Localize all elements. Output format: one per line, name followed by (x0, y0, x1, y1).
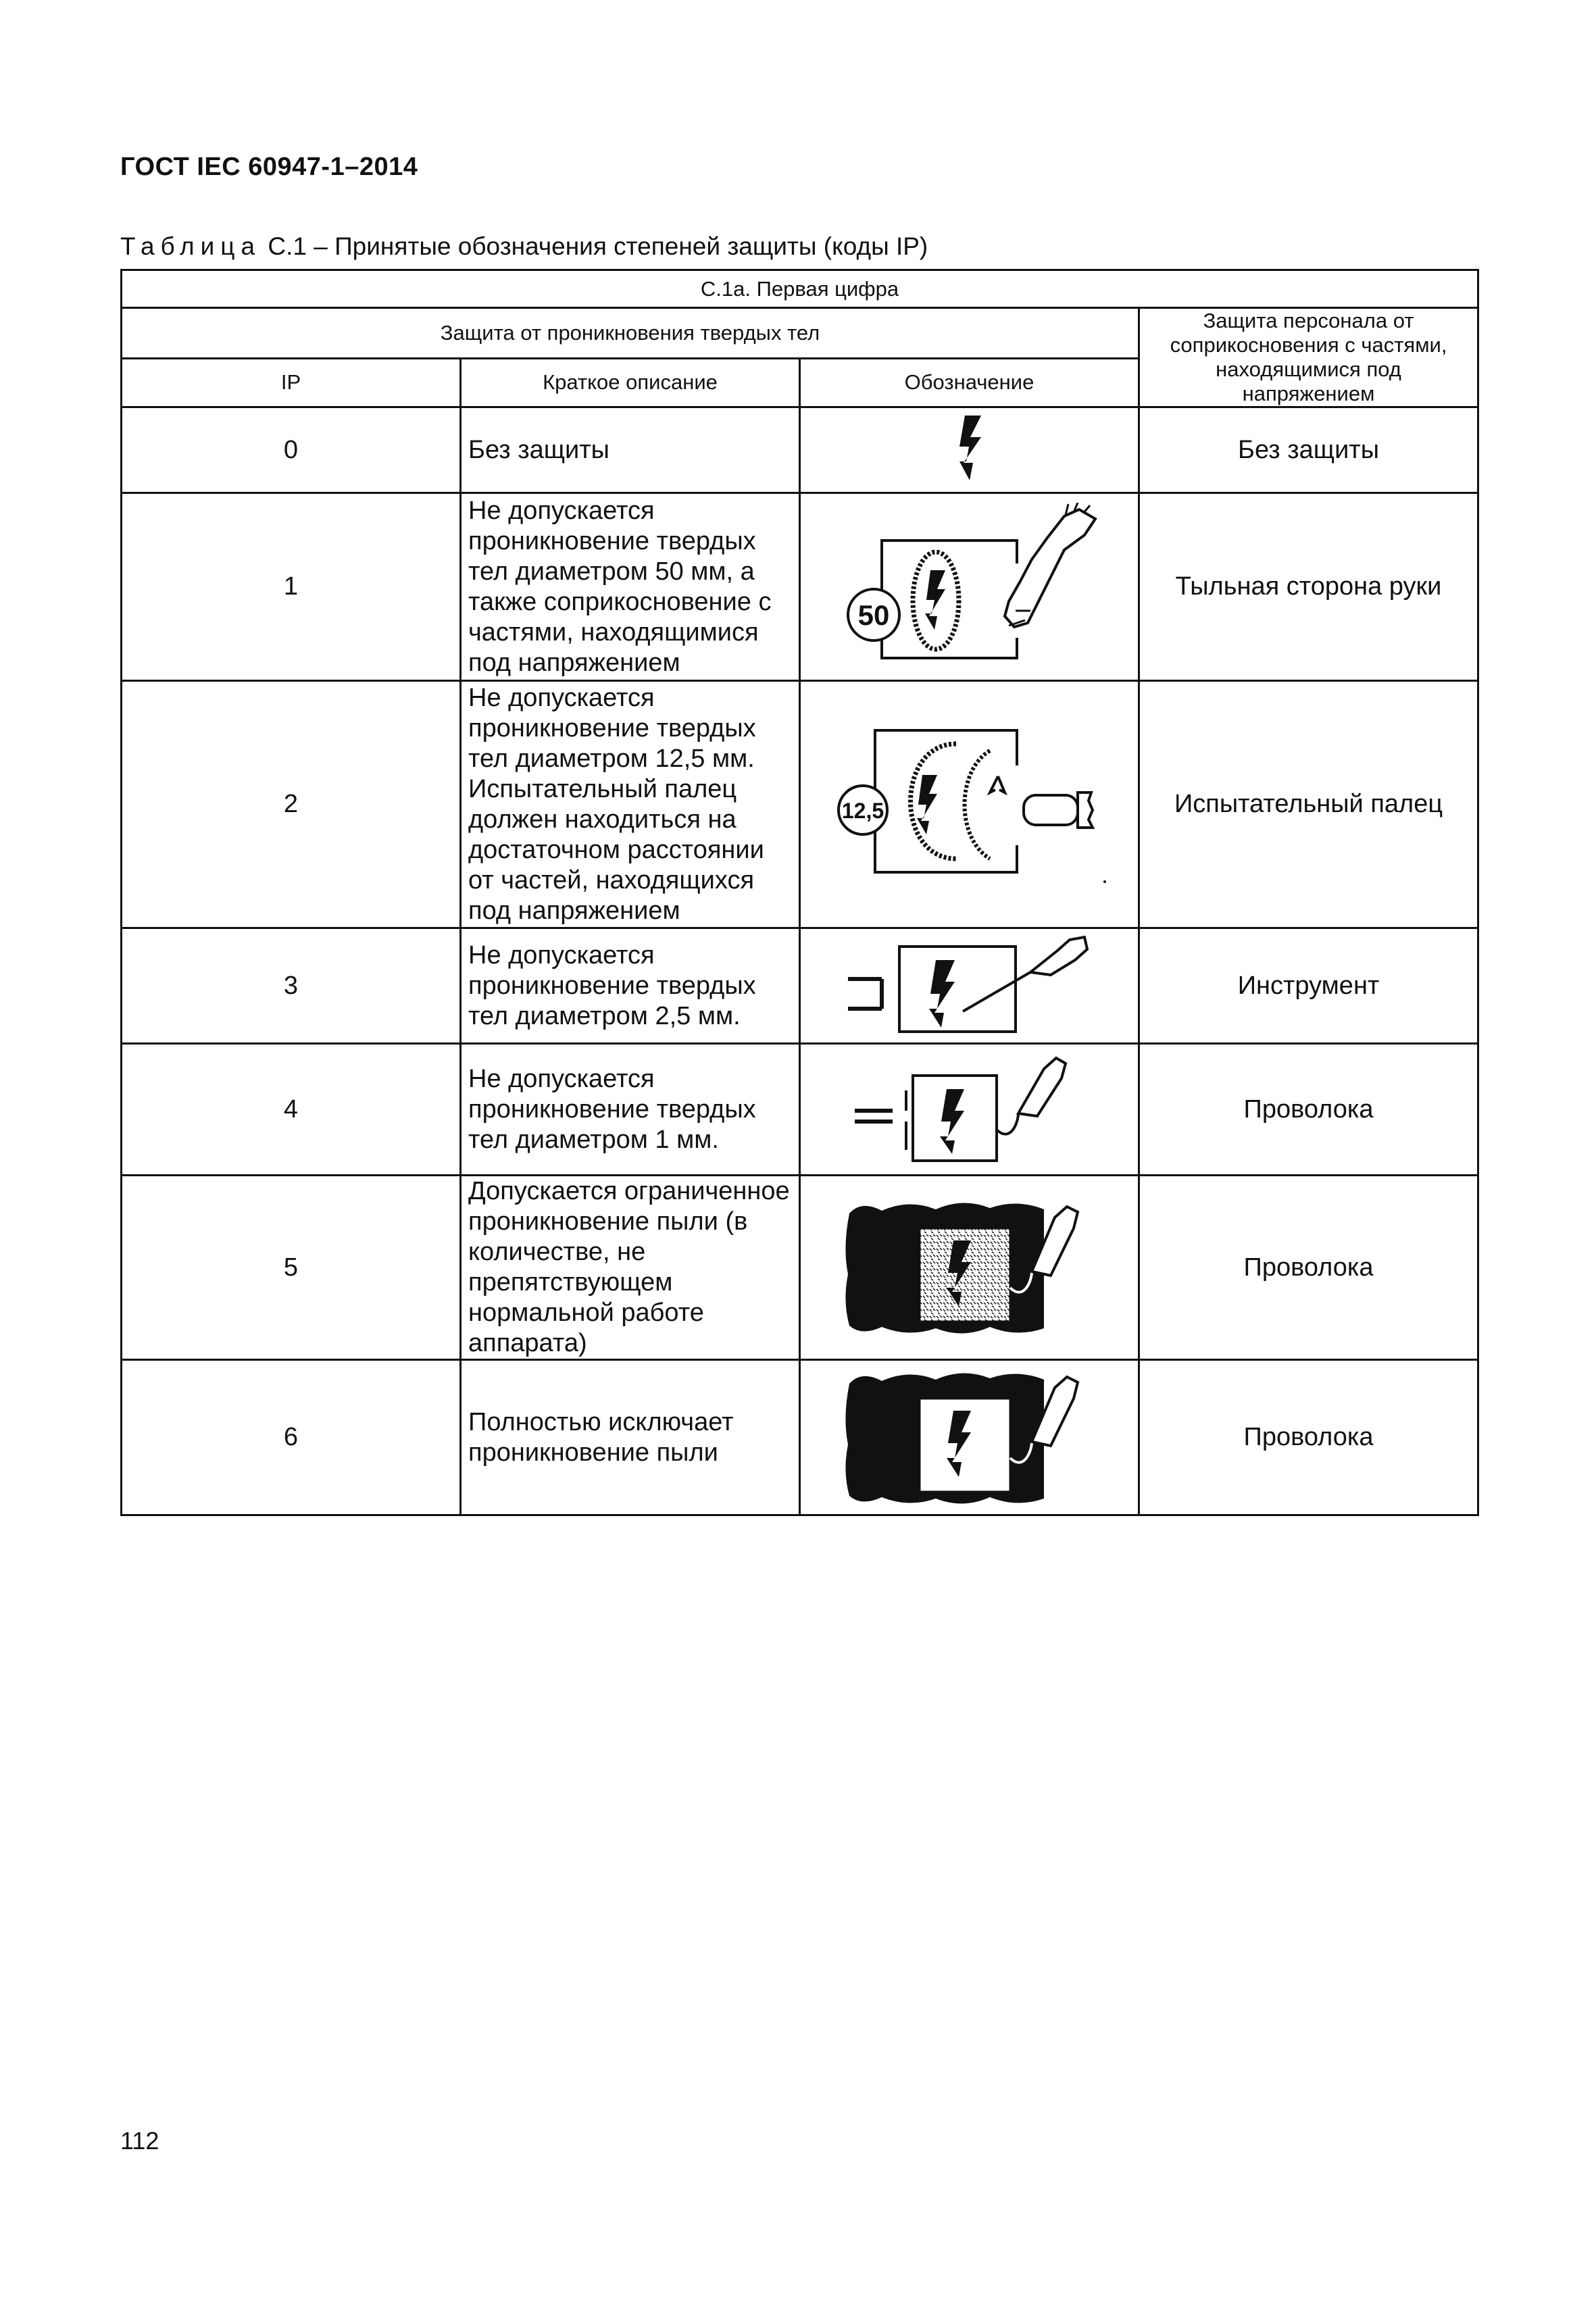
caption-prefix: Таблица (120, 232, 261, 260)
symbol-cell (800, 928, 1139, 1044)
dust-tight-icon (841, 1363, 1098, 1512)
description-cell: Допускается ограниченное проникновение пыли (в количестве, не препятствующем нормальной работе аппарата) (461, 1176, 800, 1360)
ip-code-cell: 6 (122, 1360, 461, 1515)
protection-cell: Без защиты (1139, 407, 1478, 493)
ip-codes-table (120, 269, 1479, 1516)
wire-icon (841, 1049, 1098, 1170)
diameter-label: 12,5 (841, 798, 884, 823)
symbol-cell (800, 493, 1139, 681)
document-title: ГОСТ IEC 60947-1–2014 (120, 153, 418, 181)
description-cell: Не допускается проникновение твердых тел диаметром 1 мм. (461, 1044, 800, 1176)
description-cell: Полностью исключает проникновение пыли (461, 1360, 800, 1515)
symbol-cell (800, 1176, 1139, 1360)
table-row (122, 681, 1478, 928)
table-row (122, 407, 1478, 493)
description-cell: Не допускается проникновение твердых тел диаметром 50 мм, а также соприкосновение с частями, находящимися под напряжением (461, 493, 800, 681)
column-header-symbol: Обозначение (800, 358, 1139, 407)
symbol-cell (800, 407, 1139, 493)
protection-cell: Испытательный палец (1139, 681, 1478, 928)
ip-code-cell: 3 (122, 928, 461, 1044)
description-cell: Не допускается проникновение твердых тел диаметром 2,5 мм. (461, 928, 800, 1044)
symbol-cell (800, 681, 1139, 928)
column-header-description: Краткое описание (461, 358, 800, 407)
diameter-label: 50 (857, 599, 889, 631)
description-cell: Не допускается проникновение твердых тел диаметром 12,5 мм. Испытательный палец должен находиться на достаточном расстоянии от частей, находящихся под напряжением (461, 681, 800, 928)
table-row (122, 1176, 1478, 1360)
protection-cell: Проволока (1139, 1176, 1478, 1360)
table-row (122, 928, 1478, 1044)
personnel-protection-header: Защита персонала от соприкосновения с частями, находящимися под напряжением (1139, 308, 1478, 407)
ip-code-cell: 0 (122, 407, 461, 493)
page-number: 112 (120, 2127, 159, 2155)
solid-bodies-header: Защита от проникновения твердых тел (122, 308, 1139, 359)
table-caption (120, 232, 928, 261)
symbol-cell (800, 1360, 1139, 1515)
column-header-ip: IP (122, 358, 461, 407)
table-row (122, 1360, 1478, 1515)
protection-cell: Инструмент (1139, 928, 1478, 1044)
ip-code-cell: 4 (122, 1044, 461, 1176)
dust-protected-icon (841, 1193, 1098, 1342)
table-row (122, 1044, 1478, 1176)
description-cell: Без защиты (461, 407, 800, 493)
caption-text: С.1 – Принятые обозначения степеней защиты (коды IP) (268, 232, 928, 260)
ip-code-cell: 2 (122, 681, 461, 928)
protection-cell: Проволока (1139, 1360, 1478, 1515)
hand-50mm-icon (828, 503, 1112, 672)
tool-icon (834, 932, 1105, 1040)
table-row (122, 493, 1478, 681)
group-title-cell: С.1а. Первая цифра (122, 270, 1478, 308)
test-finger-icon (821, 717, 1118, 892)
lightning-arrow-icon (939, 413, 1000, 487)
ip-code-cell: 5 (122, 1176, 461, 1360)
ip-code-cell: 1 (122, 493, 461, 681)
protection-cell: Тыльная сторона руки (1139, 493, 1478, 681)
symbol-cell (800, 1044, 1139, 1176)
protection-cell: Проволока (1139, 1044, 1478, 1176)
